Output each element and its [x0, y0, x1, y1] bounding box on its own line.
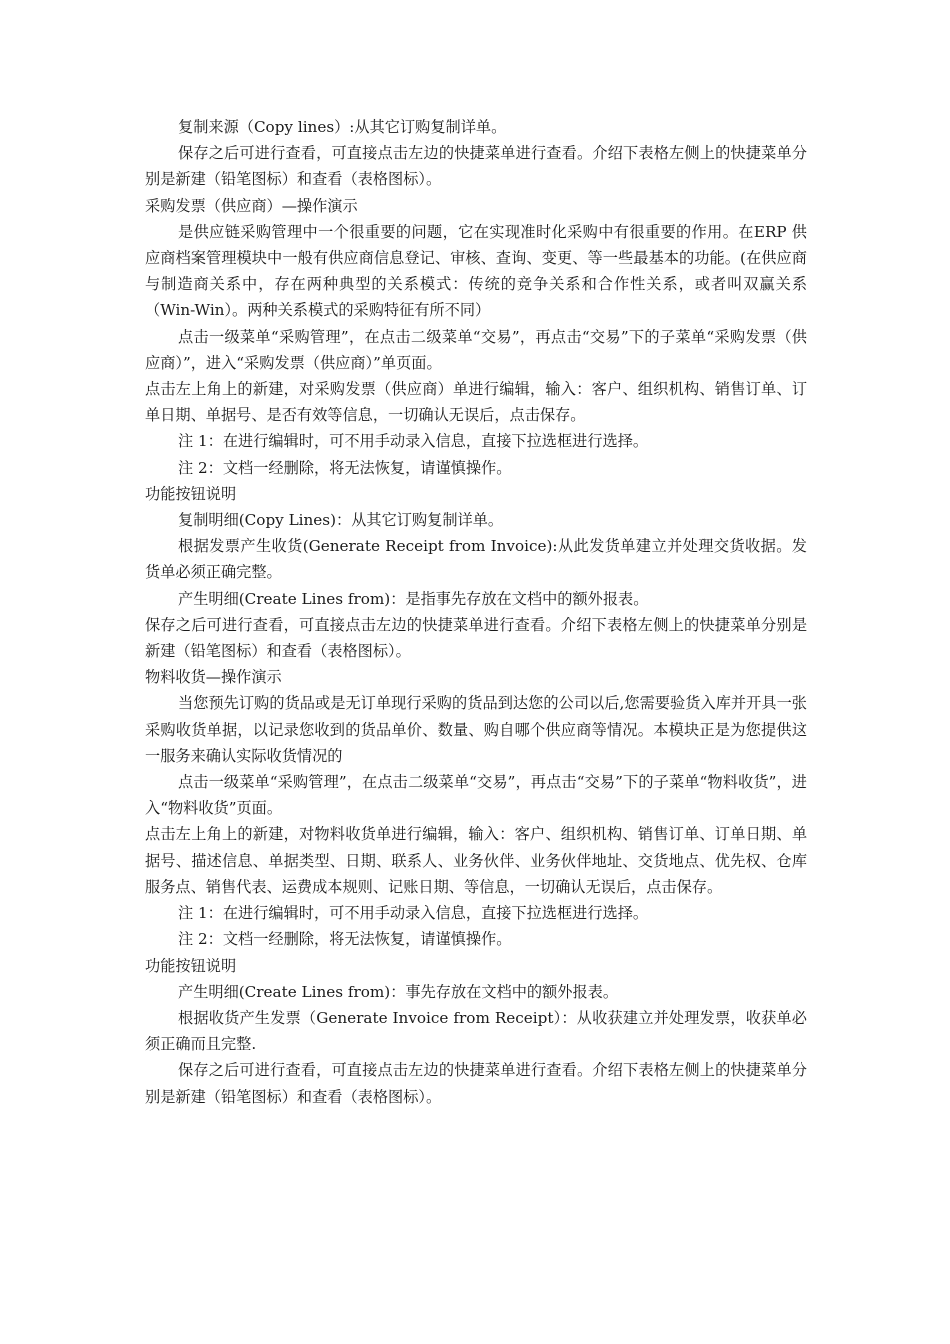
paragraph: 产生明细(Create Lines from)：是指事先存放在文档中的额外报表。	[178, 589, 649, 608]
paragraph: 复制明细(Copy Lines)：从其它订购复制详单。	[178, 511, 504, 530]
note: 注 2：文档一经删除，将无法恢复，请谨慎操作。	[178, 930, 512, 949]
paragraph: 点击一级菜单“采购管理”，在点击二级菜单“交易”，再点击“交易”下的子菜单“物料收货”，进入“物料收货”页面。	[145, 773, 807, 818]
note: 注 1：在进行编辑时，可不用手动录入信息，直接下拉选框进行选择。	[178, 904, 649, 923]
section-heading: 功能按钮说明	[145, 956, 237, 975]
paragraph: 点击一级菜单“采购管理”，在点击二级菜单“交易”，再点击“交易”下的子菜单“采购发票（供应商）”，进入“采购发票（供应商）”单页面。	[145, 327, 807, 372]
section-heading: 功能按钮说明	[145, 484, 237, 503]
paragraph: 保存之后可进行查看，可直接点击左边的快捷菜单进行查看。介绍下表格左侧上的快捷菜单分别是新建（铅笔图标）和查看（表格图标）。	[145, 144, 807, 189]
paragraph: 是供应链采购管理中一个很重要的问题，它在实现准时化采购中有很重要的作用。在ERP 供应商档案管理模块中一般有供应商信息登记、审核、查询、变更、等一些最基本的功能。(在供应商与制造商关系中，存在两种典型的关系模式：传统的竞争关系和合作性关系，或者叫双赢关系（Win-Win）。两种关系模式的采购特征有所不同）	[145, 222, 807, 320]
paragraph: 根据发票产生收货(Generate Receipt from Invoice):从此发货单建立并处理交货收据。发货单必须正确完整。	[145, 537, 807, 582]
document-body	[145, 114, 807, 1110]
section-heading: 采购发票（供应商）—操作演示	[145, 196, 358, 215]
note: 注 1：在进行编辑时，可不用手动录入信息，直接下拉选框进行选择。	[178, 432, 649, 451]
paragraph: 点击左上角上的新建，对采购发票（供应商）单进行编辑，输入：客户、组织机构、销售订单、订单日期、单据号、是否有效等信息，一切确认无误后，点击保存。	[145, 380, 807, 425]
section-heading: 物料收货—操作演示	[145, 668, 282, 687]
paragraph: 产生明细(Create Lines from)：事先存放在文档中的额外报表。	[178, 982, 619, 1001]
paragraph: 根据收货产生发票（Generate Invoice from Receipt）：从收获建立并处理发票，收获单必须正确而且完整.	[145, 1008, 807, 1054]
paragraph: 点击左上角上的新建，对物料收货单进行编辑，输入：客户、组织机构、销售订单、订单日期、单据号、描述信息、单据类型、日期、联系人、业务伙伴、业务伙伴地址、交货地点、优先权、仓库服务点、销售代表、运费成本规则、记账日期、等信息，一切确认无误后，点击保存。	[145, 825, 807, 896]
paragraph: 当您预先订购的货品或是无订单现行采购的货品到达您的公司以后,您需要验货入库并开具一张采购收货单据，以记录您收到的货品单价、数量、购自哪个供应商等情况。本模块正是为您提供这一服务来确认实际收货情况的	[145, 694, 807, 765]
paragraph: 复制来源（Copy lines）:从其它订购复制详单。	[178, 118, 507, 136]
paragraph: 保存之后可进行查看，可直接点击左边的快捷菜单进行查看。介绍下表格左侧上的快捷菜单分别是新建（铅笔图标）和查看（表格图标）。	[145, 1061, 807, 1106]
paragraph: 保存之后可进行查看，可直接点击左边的快捷菜单进行查看。介绍下表格左侧上的快捷菜单分别是新建（铅笔图标）和查看（表格图标）。	[145, 615, 807, 661]
note: 注 2：文档一经删除，将无法恢复，请谨慎操作。	[178, 458, 512, 477]
